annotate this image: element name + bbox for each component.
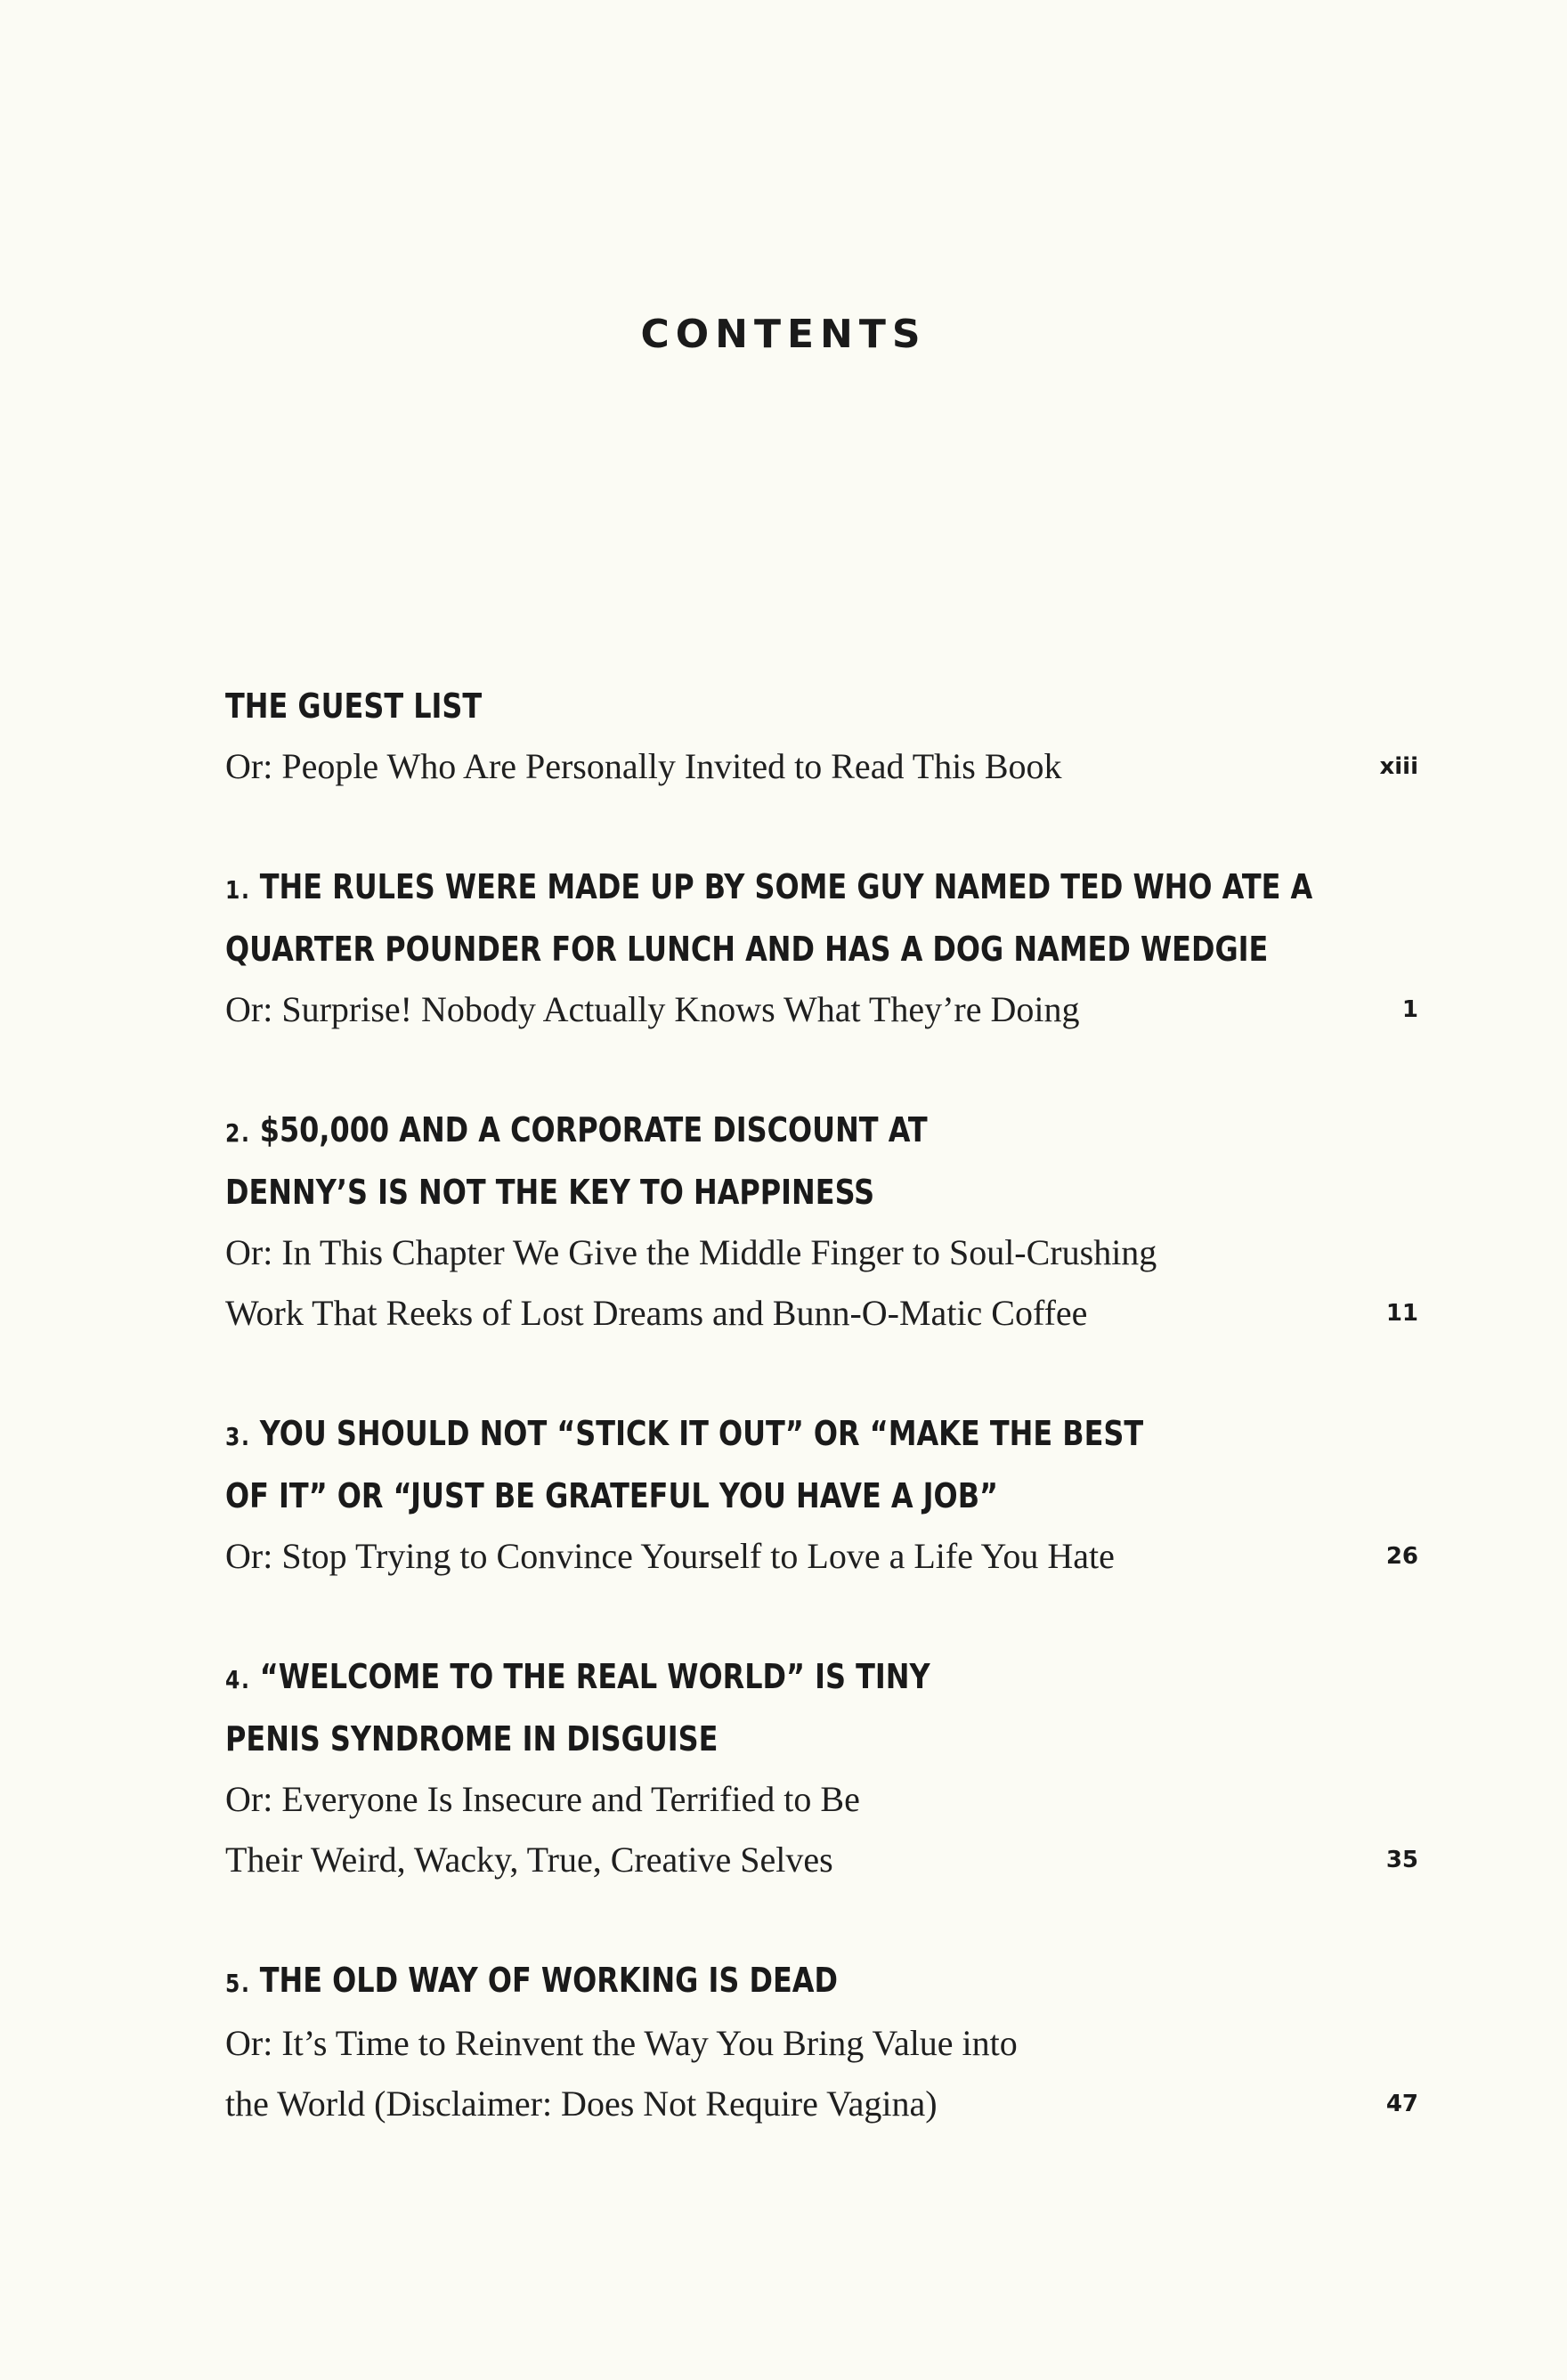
entry-heading xyxy=(225,920,1269,979)
entry-subtitle-line: Or: Surprise! Nobody Actually Knows What They’re Doing xyxy=(225,989,1080,1029)
chapter-number: 3. xyxy=(225,1422,251,1451)
chapter-number: 2. xyxy=(225,1118,251,1148)
entry-page-number: 47 xyxy=(1385,2091,1418,2117)
entry-heading-line: DENNY’S IS NOT THE KEY TO HAPPINESS xyxy=(225,1173,875,1212)
toc-entry-chapter-2 xyxy=(225,1101,1418,1344)
toc-entry-guest-list xyxy=(225,677,1418,797)
entry-subtitle-line: Or: Stop Trying to Convince Yourself to Love a Life You Hate xyxy=(225,1536,1115,1576)
entry-page-number: 11 xyxy=(1385,1300,1418,1327)
entry-heading xyxy=(225,1647,1228,1710)
entry-page-number: 1 xyxy=(1401,996,1418,1023)
entry-subtitle-line: Or: Everyone Is Insecure and Terrified to Be xyxy=(225,1779,860,1819)
toc-entry-chapter-4 xyxy=(225,1647,1418,1890)
entry-heading xyxy=(225,1163,1228,1222)
chapter-number: 5. xyxy=(225,1969,251,1998)
entry-heading xyxy=(225,1710,1228,1769)
entry-heading-line: YOU SHOULD NOT “STICK IT OUT” OR “MAKE THE BEST xyxy=(259,1414,1144,1453)
entry-page-number: 26 xyxy=(1385,1543,1418,1570)
entry-heading xyxy=(225,857,1313,920)
entry-page-number: xiii xyxy=(1379,753,1418,780)
entry-heading-line: PENIS SYNDROME IN DISGUISE xyxy=(225,1719,719,1759)
entry-heading-line: “WELCOME TO THE REAL WORLD” IS TINY xyxy=(259,1657,930,1696)
entry-heading xyxy=(225,1101,1228,1163)
entry-heading-line: THE OLD WAY OF WORKING IS DEAD xyxy=(259,1961,838,2000)
entry-heading xyxy=(225,677,1228,736)
entry-heading xyxy=(225,1404,1228,1466)
entry-subtitle-line: Or: In This Chapter We Give the Middle Finger to Soul-Crushing xyxy=(225,1232,1157,1272)
toc-entry-chapter-1 xyxy=(225,857,1418,1040)
entry-subtitle-line: Or: It’s Time to Reinvent the Way You Bring Value into xyxy=(225,2023,1018,2063)
entry-heading xyxy=(225,1466,1228,1526)
entry-heading-line: THE RULES WERE MADE UP BY SOME GUY NAMED TED WHO ATE A xyxy=(259,867,1313,906)
entry-heading-line: $50,000 AND A CORPORATE DISCOUNT AT xyxy=(259,1110,928,1149)
entry-subtitle-line: Work That Reeks of Lost Dreams and Bunn-O-Matic Coffee xyxy=(225,1293,1088,1333)
toc-entry-chapter-3 xyxy=(225,1404,1418,1587)
entry-heading-line: OF IT” OR “JUST BE GRATEFUL YOU HAVE A JOB” xyxy=(225,1476,999,1515)
toc-entry-chapter-5 xyxy=(225,1951,1418,2134)
entry-subtitle-line: Or: People Who Are Personally Invited to Read This Book xyxy=(225,746,1062,786)
chapter-number: 1. xyxy=(225,875,251,905)
toc-list xyxy=(225,677,1418,2195)
entry-heading-line: THE GUEST LIST xyxy=(225,686,483,726)
entry-heading-line: QUARTER POUNDER FOR LUNCH AND HAS A DOG NAMED WEDGIE xyxy=(225,930,1269,969)
entry-heading xyxy=(225,1951,1228,2013)
entry-subtitle-line: the World (Disclaimer: Does Not Require Vagina) xyxy=(225,2084,938,2124)
entry-subtitle-line: Their Weird, Wacky, True, Creative Selves xyxy=(225,1840,833,1880)
chapter-number: 4. xyxy=(225,1665,251,1694)
entry-page-number: 35 xyxy=(1385,1847,1418,1873)
page-title: CONTENTS xyxy=(640,312,927,357)
